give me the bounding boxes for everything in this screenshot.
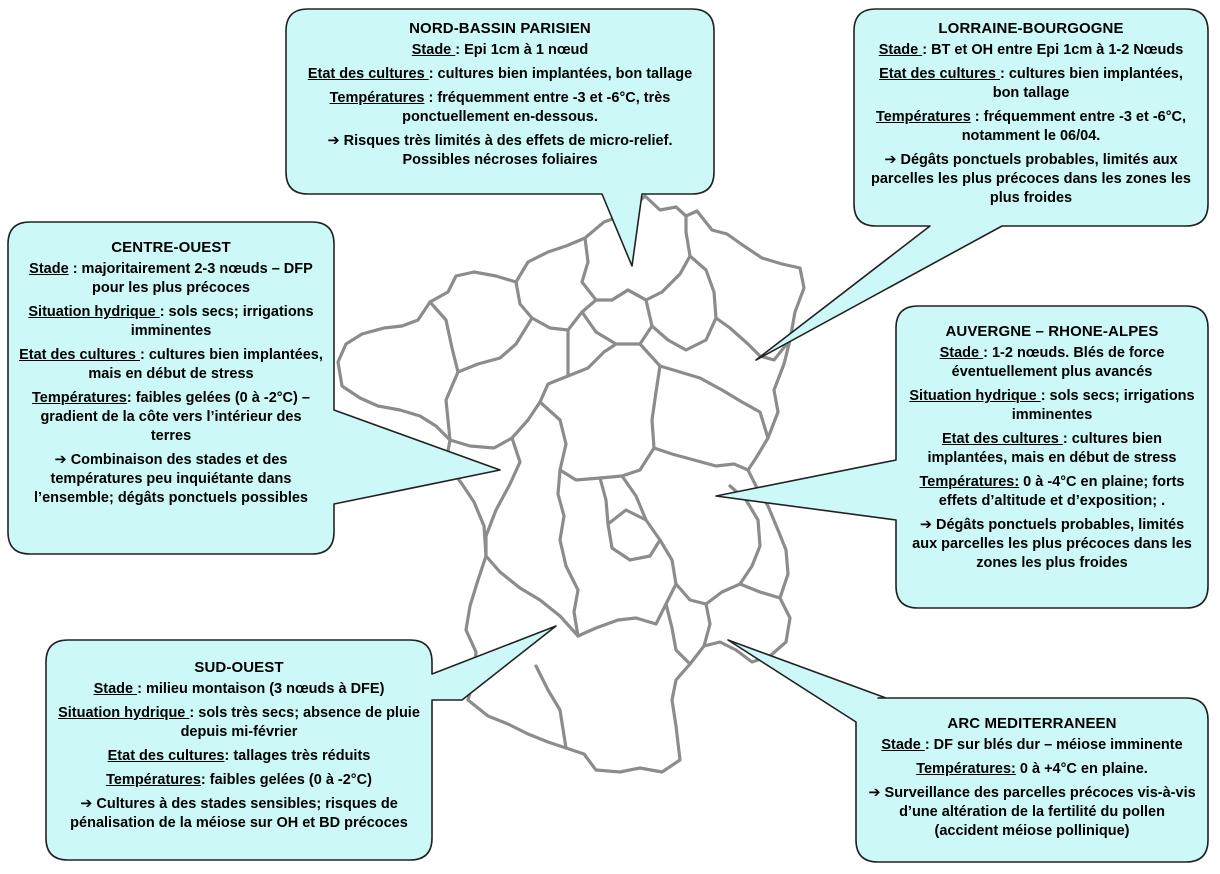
sudouest-line-0: Stade : milieu montaison (3 nœuds à DFE) xyxy=(93,681,385,697)
callout-nord xyxy=(290,11,710,181)
callout-auvergne xyxy=(899,314,1205,584)
auvergne-line-4: ➔ Dégâts ponctuels probables, limités aux parcelles les plus précoces dans les zones les plus froides xyxy=(912,517,1192,571)
title-sudouest: SUD-OUEST xyxy=(194,659,284,676)
lorraine-line-2: Températures : fréquemment entre -3 et -6°C, notamment le 06/04. xyxy=(875,109,1187,144)
sudouest-line-1: Situation hydrique : sols très secs; absence de pluie depuis mi-février xyxy=(58,705,420,740)
nord-line-3: ➔ Risques très limités à des effets de micro-relief. Possibles nécroses foliaires xyxy=(327,133,673,168)
callout-arc xyxy=(859,706,1205,852)
arrow-right-icon: ➔ xyxy=(919,517,932,533)
sudouest-line-4: ➔ Cultures à des stades sensibles; risques de pénalisation de la méiose sur OH et BD précoces xyxy=(70,796,408,831)
arc-line-1: Températures: 0 à +4°C en plaine. xyxy=(916,761,1148,777)
lorraine-line-0: Stade : BT et OH entre Epi 1cm à 1-2 Nœuds xyxy=(878,42,1184,58)
callout-sudouest xyxy=(49,650,429,844)
nord-line-2: Températures : fréquemment entre -3 et -6°C, très ponctuellement en-dessous. xyxy=(329,90,671,125)
centre-line-3: Températures: faibles gelées (0 à -2°C) – gradient de la côte vers l’intérieur des terres xyxy=(32,390,310,444)
title-auvergne: AUVERGNE – RHONE-ALPES xyxy=(945,323,1159,340)
auvergne-line-0: Stade : 1-2 nœuds. Blés de force éventuellement plus avancés xyxy=(939,345,1165,380)
centre-line-1: Situation hydrique : sols secs; irrigations imminentes xyxy=(28,304,314,339)
nord-line-0: Stade : Epi 1cm à 1 nœud xyxy=(411,42,589,58)
callout-lorraine xyxy=(857,11,1205,219)
title-nord: NORD-BASSIN PARISIEN xyxy=(409,20,591,37)
arc-line-0: Stade : DF sur blés dur – méiose imminente xyxy=(881,737,1183,753)
arrow-right-icon: ➔ xyxy=(884,152,897,168)
nord-line-1: Etat des cultures : cultures bien implantées, bon tallage xyxy=(307,66,693,82)
lorraine-line-1: Etat des cultures : cultures bien implantées, bon tallage xyxy=(879,66,1183,101)
arrow-right-icon: ➔ xyxy=(327,133,340,149)
arrow-right-icon: ➔ xyxy=(80,796,93,812)
arc-line-2: ➔ Surveillance des parcelles précoces vis-à-vis d’une altération de la fertilité du pollen (accident méiose pollinique) xyxy=(868,785,1196,839)
auvergne-line-2: Etat des cultures : cultures bien implantées, mais en début de stress xyxy=(927,431,1177,466)
callout-centre xyxy=(11,230,331,519)
auvergne-line-1: Situation hydrique : sols secs; irrigations imminentes xyxy=(909,388,1195,423)
sudouest-line-3: Températures: faibles gelées (0 à -2°C) xyxy=(106,772,372,788)
arrow-right-icon: ➔ xyxy=(54,452,67,468)
centre-line-2: Etat des cultures : cultures bien implantées, mais en début de stress xyxy=(19,347,323,382)
auvergne-line-3: Températures: 0 à -4°C en plaine; forts effets d’altitude et d’exposition; . xyxy=(919,474,1185,509)
arrow-right-icon: ➔ xyxy=(868,785,881,801)
title-centre: CENTRE-OUEST xyxy=(111,239,231,256)
centre-line-4: ➔ Combinaison des stades et des températures peu inquiétante dans l’ensemble; dégâts ponctuels possibles xyxy=(34,452,308,506)
title-arc: ARC MEDITERRANEEN xyxy=(947,715,1117,732)
sudouest-line-2: Etat des cultures: tallages très réduits xyxy=(107,748,371,764)
title-lorraine: LORRAINE-BOURGOGNE xyxy=(938,20,1124,37)
centre-line-0: Stade : majoritairement 2-3 nœuds – DFP pour les plus précoces xyxy=(29,261,313,296)
lorraine-line-3: ➔ Dégâts ponctuels probables, limités aux parcelles les plus précoces dans les zones les plus froides xyxy=(871,152,1191,206)
